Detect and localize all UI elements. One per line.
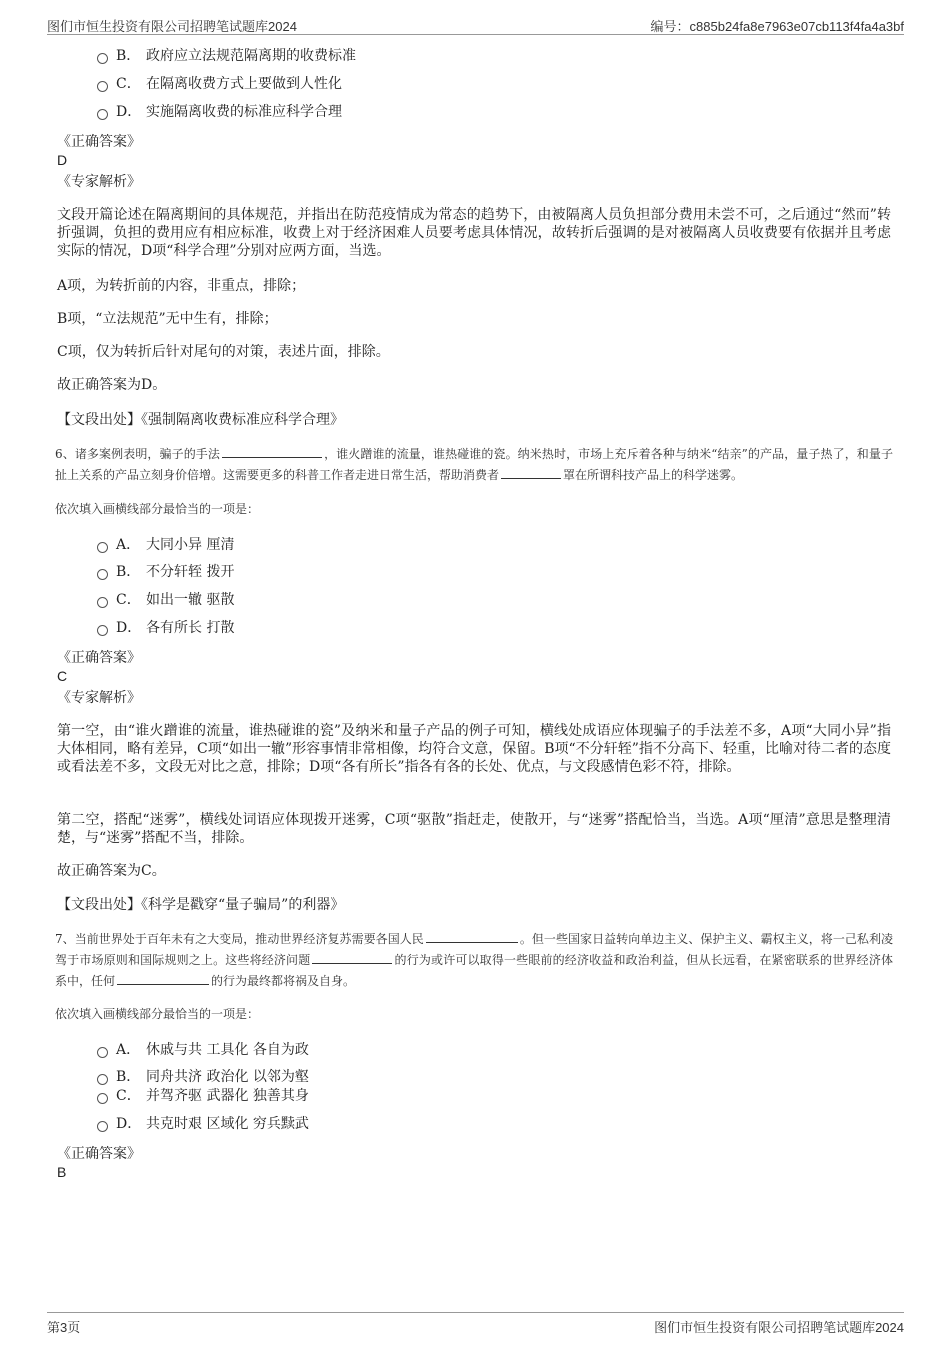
q5-analysis-label: 《专家解析》 <box>57 174 141 190</box>
q7-option-b[interactable]: B． 同舟共济 政治化 以邻为壑 <box>97 1066 309 1088</box>
radio-icon[interactable] <box>97 81 108 92</box>
page-number: 第3页 <box>47 1320 81 1335</box>
page-footer <box>47 1312 904 1336</box>
q6-source: 【文段出处】《科学是戳穿“量子骗局”的利器》 <box>57 897 345 913</box>
q6-stem: 6、诸多案例表明，骗子的手法 ，谁火蹭谁的流量，谁热碰谁的瓷。纳米热时，市场上充斥着各种与纳米“结亲”的产品，量子热了，和量子扯上关系的产品立刻身价倍增。这需要更多的科普工作者走进日常生活，帮助消费者 罩在所谓科技产品上的科学迷雾。 <box>55 447 893 482</box>
header-title: 图们市恒生投资有限公司招聘笔试题库2024 <box>47 19 297 34</box>
blank <box>222 445 322 458</box>
q6-analysis-blank2: 第二空，搭配“迷雾”，横线处词语应体现拨开迷雾，C项“驱散”指赶走，使散开，与“迷雾”搭配恰当，当选。A项“厘清”意思是整理清楚，与“迷雾”搭配不当，排除。 <box>57 812 891 846</box>
q5-analysis-b: B项，“立法规范”无中生有，排除； <box>57 311 278 327</box>
q7-hint: 依次填入画横线部分最恰当的一项是： <box>55 1007 260 1021</box>
q5-analysis-paragraph: 文段开篇论述在隔离期间的具体规范，并指出在防范疫情成为常态的趋势下，由被隔离人员负担部分费用未尝不可，之后通过“然而”转折强调，负担的费用应有相应标准，收费上对于经济困难人员要考虑具体情况，故转折后强调的是对被隔离人员收费要有依据并且考虑实际的情况，D项“科学合理”分别对应两方面，当选。 <box>57 207 891 259</box>
q7-answer-label: 《正确答案》 <box>57 1146 141 1162</box>
q5-source: 【文段出处】《强制隔离收费标准应科学合理》 <box>57 412 344 428</box>
radio-icon[interactable] <box>97 109 108 120</box>
q6-option-a[interactable]: A． 大同小异 厘清 <box>97 534 234 556</box>
q7-stem: 7、当前世界处于百年未有之大变局，推动世界经济复苏需要各国人民 。但一些国家日益转向单边主义、保护主义、霸权主义，将一己私利凌驾于市场原则和国际规则之上。这些将经济问题 的行为或许可以取得一些眼前的经济收益和政治利益，但从长远看，在紧密联系的世界经济体系中，任何 的行为最终都将祸及自身。 <box>55 932 893 988</box>
radio-icon[interactable] <box>97 53 108 64</box>
q7-option-d[interactable]: D． 共克时艰 区域化 穷兵黩武 <box>97 1113 309 1135</box>
q7-option-c[interactable]: C． 并驾齐驱 武器化 独善其身 <box>97 1085 309 1107</box>
q6-conclusion: 故正确答案为C。 <box>57 863 166 879</box>
q6-answer: C <box>57 668 68 684</box>
q5-option-d[interactable]: D． 实施隔离收费的标准应科学合理 <box>97 101 342 123</box>
q5-option-b[interactable]: B． 政府应立法规范隔离期的收费标准 <box>97 45 356 67</box>
radio-icon[interactable] <box>97 1074 108 1085</box>
q6-option-c[interactable]: C． 如出一辙 驱散 <box>97 589 234 611</box>
radio-icon[interactable] <box>97 1047 108 1058</box>
q6-option-d[interactable]: D． 各有所长 打散 <box>97 617 234 639</box>
q6-analysis-blank1: 第一空，由“谁火蹭谁的流量，谁热碰谁的瓷”及纳米和量子产品的例子可知，横线处成语应体现骗子的手法差不多，A项“大同小异”指大体相同，略有差异，C项“如出一辙”形容事情非常相像，均符合文意，保留。B项“不分轩轾”指不分高下、轻重，比喻对待二者的态度或看法差不多，文段无对比之意，排除；D项“各有所长”指各有各的长处、优点，与文段感情色彩不符，排除。 <box>57 723 891 775</box>
footer-title: 图们市恒生投资有限公司招聘笔试题库2024 <box>654 1320 904 1335</box>
radio-icon[interactable] <box>97 542 108 553</box>
q5-analysis-c: C项，仅为转折后针对尾句的对策，表述片面，排除。 <box>57 344 390 360</box>
page-header <box>47 14 904 35</box>
q7-option-a[interactable]: A． 休戚与共 工具化 各自为政 <box>97 1039 309 1061</box>
q6-analysis-label: 《专家解析》 <box>57 690 141 706</box>
radio-icon[interactable] <box>97 625 108 636</box>
q6-answer-label: 《正确答案》 <box>57 650 141 666</box>
header-serial: 编号：c885b24fa8e7963e07cb113f4fa4a3bf <box>650 19 904 34</box>
blank <box>312 951 392 964</box>
blank <box>501 466 561 479</box>
q5-answer: D <box>57 152 68 168</box>
radio-icon[interactable] <box>97 1121 108 1132</box>
radio-icon[interactable] <box>97 1093 108 1104</box>
q7-answer: B <box>57 1164 67 1180</box>
radio-icon[interactable] <box>97 569 108 580</box>
q5-conclusion: 故正确答案为D。 <box>57 377 167 393</box>
q6-hint: 依次填入画横线部分最恰当的一项是： <box>55 502 260 516</box>
q5-answer-label: 《正确答案》 <box>57 134 141 150</box>
q5-option-c[interactable]: C． 在隔离收费方式上要做到人性化 <box>97 73 342 95</box>
blank <box>117 972 209 985</box>
q5-analysis-a: A项，为转折前的内容，非重点，排除； <box>57 278 306 294</box>
radio-icon[interactable] <box>97 597 108 608</box>
blank <box>426 930 518 943</box>
q6-option-b[interactable]: B． 不分轩轾 拨开 <box>97 561 234 583</box>
